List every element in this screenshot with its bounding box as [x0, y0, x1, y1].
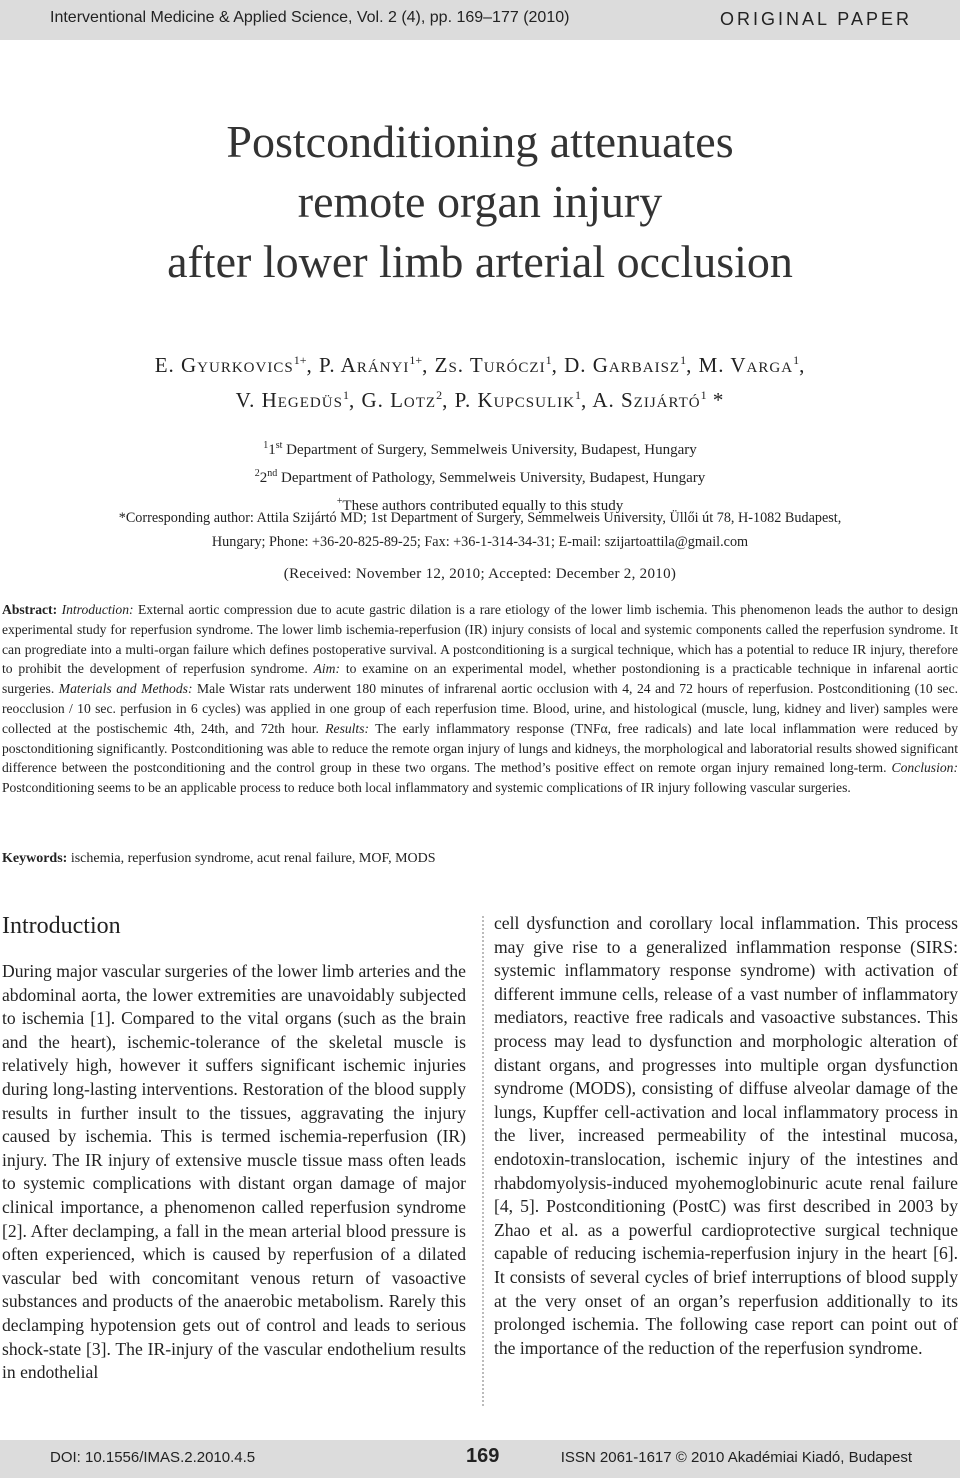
body-paragraph: During major vascular surgeries of the lower limb arteries and the abdominal aorta, the lower extremities are unavoidably subjected to ischemia [1]. Compared to the vital organs (such as the brain and the heart), ischemic-tolerance of the skeletal muscle is relatively high, however it suffers significant ischemic injuries during long-lasting interventions. Restoration of the blood supply results in further insult to the tissues, aggravating the injury caused by ischemia. This is termed ischemia-reperfusion (IR) injury. The IR injury of extensive muscle tissue mass often leads to systemic complications with distant organ damage of major clinical importance, a phenomenon called reperfusion syndrome [2]. After declamping, a fall in the mean arterial blood pressure is often experienced, which is caused by reperfusion of a dilated vascular bed with concomitant venous return of vasoactive substances and products of the anaerobic metabolism. Rarely this declamping hypotension gets out of control and leads to serious shock-state [3]. The IR-injury of the vascular endothelium results in endothelial — [2, 961, 466, 1383]
body-column-left — [2, 912, 466, 1385]
author-line-2: V. Hegedüs$^1$, G. Lotz$^2$, P. Kupcsulik$^1$, A. Szijártó$^1$ * — [235, 388, 725, 412]
author-affil-mark: 1+ — [293, 353, 307, 367]
author-name: A. Szijártó — [592, 388, 701, 412]
author-name: E. Gyurkovics — [154, 353, 294, 377]
affiliation-2: $^2$2nd Department of Pathology, Semmelweis University, Budapest, Hungary — [254, 468, 706, 486]
body-column-right — [494, 912, 958, 1360]
affiliation-1: $^1$1st Department of Surgery, Semmelweis University, Budapest, Hungary — [263, 440, 697, 458]
author-affil-mark: 1 — [680, 353, 687, 367]
journal-citation: Interventional Medicine & Applied Science, Vol. 2 (4), pp. 169–177 (2010) — [50, 9, 570, 26]
abstract-label: Abstract: — [2, 602, 58, 617]
title-line: Postconditioning attenuates — [226, 116, 734, 167]
running-header — [0, 0, 960, 40]
received-dates: (Received: November 12, 2010; Accepted: December 2, 2010) — [283, 566, 677, 582]
column-divider — [482, 916, 484, 1406]
author-affil-mark: 1 — [342, 388, 349, 402]
body-paragraph: cell dysfunction and corollary local inflammation. This process may give rise to a generalized inflammation response (SIRS: systemic inflammatory response syndrome) with activation of different immune cells, release of a vast number of inflammatory mediators, reactive free radicals and vasoactive substances. This process may lead to dysfunction and morphologic alteration of distant organs, and progresses into multiple organ dysfunction syndrome (MODS), consisting of diffuse alveolar damage of the lungs, Kupffer cell-activation and local inflammatory process in the liver, increased permeability of the intestinal mucosa, endotoxin-translocation, ischemic injury of the intestines and rhabdomyolysis-induced myohemoglobinuric acute renal failure [4, 5]. Postconditioning (PostC) was first described in 2003 by Zhao et al. as a powerful cardioprotective surgical technique capable of reducing ischemia-reperfusion injury in the heart [6]. It consists of several cycles of brief interruptions of blood supply at the very onset of an organ’s reperfusion additionally to its prolonged ischemia. The following case report can point out of the importance of the reduction of the reperfusion syndrome. — [494, 913, 958, 1358]
abstract: Abstract: Introduction: External aortic compression due to acute gastric dilation is a rare etiology of the lower limb ischemia. This phenomenon leads the author to design experimental study for reperfusion syndrome. The lower limb ischemia-reperfusion (IR) injury consists of local and systemic components called the reperfusion syndrome. It can progrediate into a multi-organ failure which defines postoperative survival. A postconditioning is a surgical technique, which has a potential to reduce IR injury, therefore to prohibit the development of reperfusion syndrome. Aim: to examine on an experimental model, whether postondioning is a practicable technique in infarenal aortic surgeries. Materials and Methods: Male Wistar rats underwent 180 minutes of infrarenal aortic occlusion with 4, 24 and 72 hours of reperfusion. Postconditioning (10 sec. reocclusion / 10 sec. perfusion in 6 cycles) was applied in one group of each reperfusion time. Blood, urine, and histological (muscle, lung, kidney and liver) samples were collected at the postischemic 4th, 24th, and 72th hour. Results: The early inflammatory response (TNFα, free radicals) and late local inflammation were reduced by posctonditioning significantly. Postconditioning was able to reduce the remote organ injury of lungs and kidneys, the morphological and laboratorial results showed significant difference between the postconditioning and the control group in these two organs. The method’s positive effect on remote organ injury remained long-term. Conclusion: Postconditioning seems to be an applicable process to reduce both local inflammatory and systemic complications of IR injury following vascular surgeries. — [2, 602, 959, 796]
author-name: M. Varga — [698, 353, 794, 377]
author-name: P. Kupcsulik — [454, 388, 575, 412]
author-affil-mark: 1+ — [409, 353, 423, 367]
author-affil-mark: 1 — [700, 388, 707, 402]
author-name: P. Arányi — [318, 353, 410, 377]
paper-type: ORIGINAL PAPER — [719, 9, 912, 29]
author-line-1: E. Gyurkovics$^{1+}$, P. Arányi$^{1+}$, Zs. Turóczi$^1$, D. Garbaisz$^1$, M. Varga$^1$, — [154, 353, 806, 377]
author-name: Zs. Turóczi — [434, 353, 546, 377]
running-footer — [0, 1440, 960, 1478]
equal-contribution-note: +These authors contributed equally to this study — [336, 496, 624, 514]
section-heading: Introduction — [2, 913, 121, 939]
abstract-intro-label: Introduction: — [61, 602, 134, 617]
doi: DOI: 10.1556/IMAS.2.2010.4.5 — [50, 1449, 256, 1466]
author-name: G. Lotz — [361, 388, 437, 412]
author-name: D. Garbaisz — [564, 353, 681, 377]
title-line: after lower limb arterial occlusion — [167, 236, 793, 287]
abstract-aim-label: Aim: — [313, 661, 341, 677]
article-title — [0, 112, 960, 292]
keywords: Keywords: ischemia, reperfusion syndrome, acut renal failure, MOF, MODS — [2, 851, 436, 866]
abstract-methods-label: Materials and Methods: — [58, 681, 193, 697]
author-list — [0, 345, 960, 415]
title-line: remote organ injury — [297, 176, 663, 227]
issn-copyright: ISSN 2061-1617 © 2010 Akadémiai Kiadó, Budapest — [560, 1449, 912, 1466]
keywords-label: Keywords: — [2, 851, 68, 866]
author-affil-mark: 1 — [574, 388, 581, 402]
corresponding-author: *Corresponding author: Attila Szijártó MD; 1st Department of Surgery, Semmelweis University, Üllői út 78, H-1082 Budapest, Hungary; Phone: +36-20-825-89-25; Fax: +36-1-314-34-31; E-mail: szijartoattila@gmail.com — [118, 510, 842, 550]
author-affil-mark: 1 — [545, 353, 552, 367]
author-name: V. Hegedüs — [235, 388, 343, 412]
abstract-results-label: Results: — [325, 720, 370, 736]
author-affil-mark: 2 — [436, 388, 443, 402]
page-number: 169 — [466, 1445, 500, 1467]
abstract-conclusion-label: Conclusion: — [891, 760, 958, 776]
author-affil-mark: 1 — [793, 353, 800, 367]
